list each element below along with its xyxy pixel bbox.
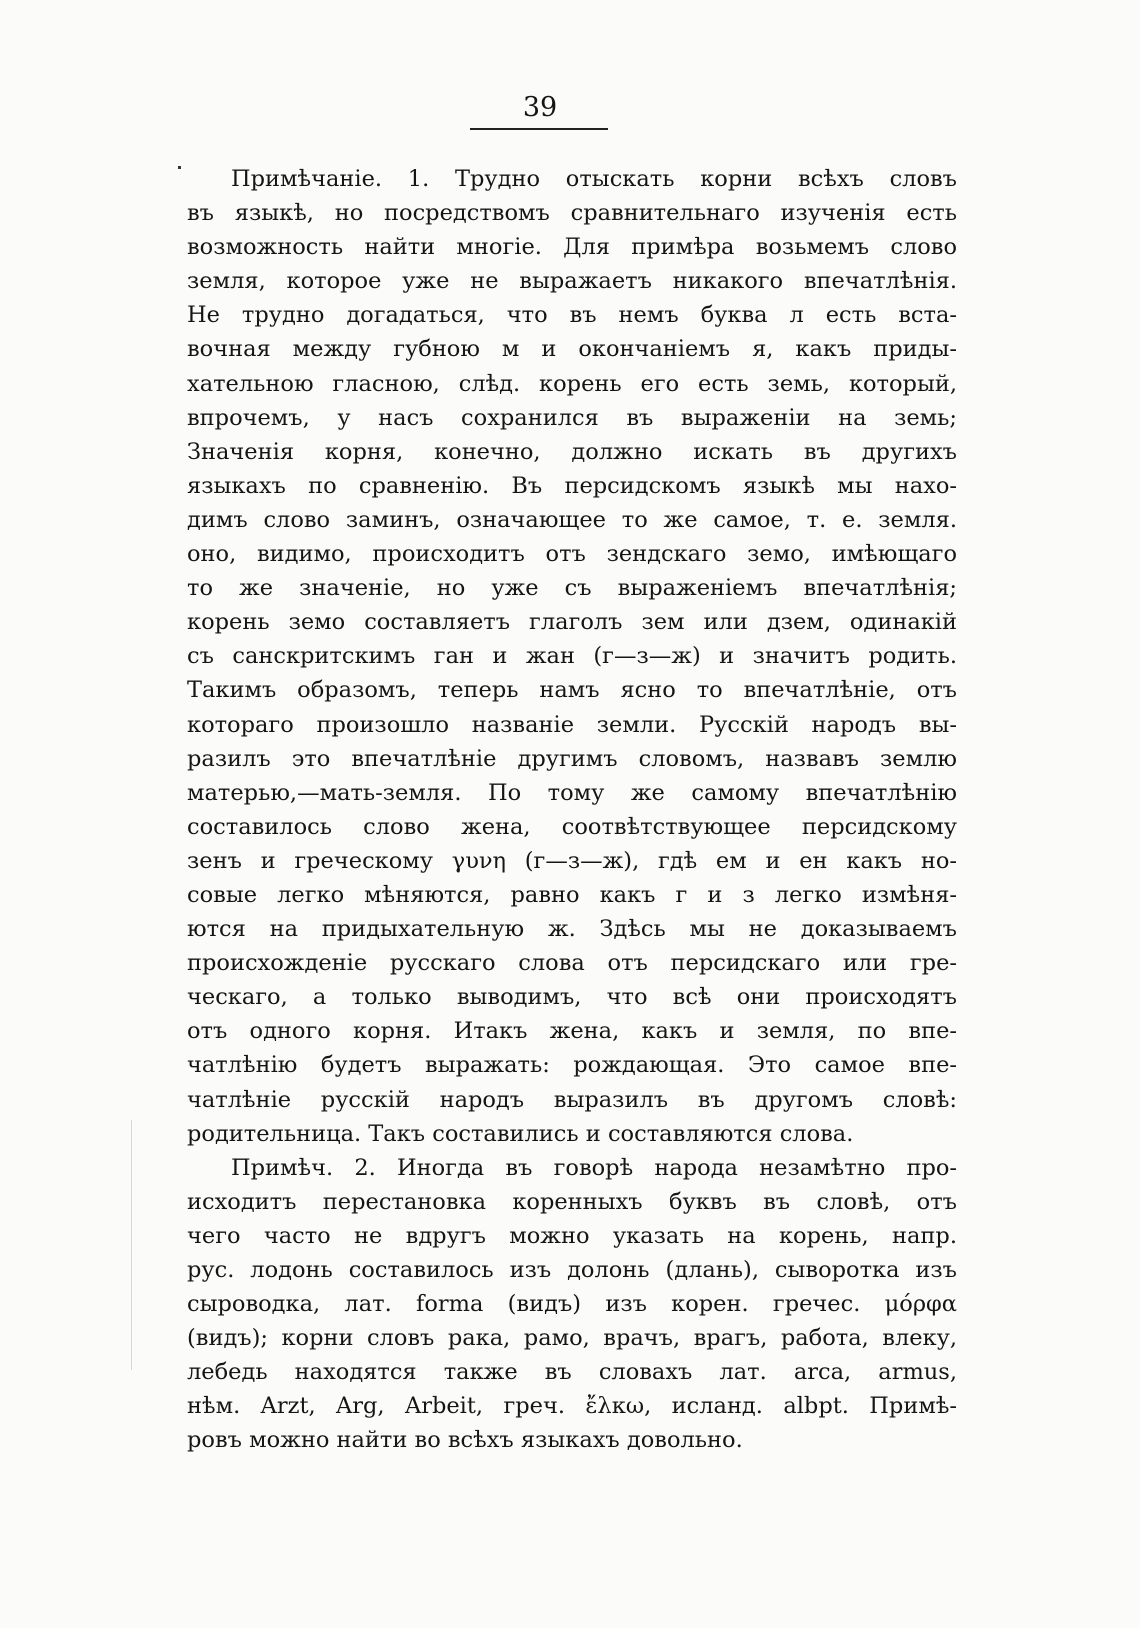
text-line: Примѣч. 2. Иногда въ говорѣ народа незамѣтно про- (231, 1154, 957, 1181)
text-line: языкахъ по сравненію. Въ персидскомъ языкѣ мы нахо- (187, 472, 957, 499)
text-line: корень земо составляетъ глаголъ зем или дзем, одинакій (187, 609, 957, 636)
text-line: ются на придыхательную ж. Здѣсь мы не доказываемъ (187, 916, 957, 943)
text-line: совые легко мѣняются, равно какъ г и з легко измѣня- (187, 881, 957, 908)
text-line: разилъ это впечатлѣніе другимъ словомъ, назвавъ землю (187, 745, 957, 772)
text-line: димъ слово заминъ, означающее то же самое, т. е. земля. (187, 506, 957, 533)
text-line: составилось слово жена, соотвѣтствующее персидскому (187, 813, 957, 840)
page-number-rule (470, 128, 608, 130)
text-line: Такимъ образомъ, теперь намъ ясно то впечатлѣніе, отъ (187, 677, 957, 704)
text-line: чатлѣніе русскій народъ выразилъ въ другомъ словѣ: (187, 1086, 957, 1113)
text-line: вочная между губною м и окончаніемъ я, какъ приды- (187, 336, 957, 363)
text-line: ческаго, а только выводимъ, что всѣ они происходятъ (187, 984, 957, 1011)
text-line: Значенія корня, конечно, должно искать въ другихъ (187, 438, 957, 465)
text-line: нѣм. Arzt, Arg, Arbeit, греч. ἔλκω, исланд. albpt. Примѣ- (187, 1393, 957, 1420)
text-line: родительница. Такъ составились и составляются слова. (187, 1120, 854, 1147)
text-line: (видъ); корни словъ рака, рамо, врачъ, врагъ, работа, влеку, (187, 1325, 957, 1352)
text-line: матерью,—мать-земля. По тому же самому впечатлѣнію (187, 779, 957, 806)
text-line: рус. лодонь составилось изъ долонь (длань), сыворотка изъ (187, 1257, 957, 1283)
text-line: впрочемъ, у насъ сохранился въ выраженіи на земь; (187, 404, 957, 431)
text-line: возможность найти многіе. Для примѣра возьмемъ слово (187, 234, 957, 261)
text-line: котораго произошло названіе земли. Русскій народъ вы- (187, 711, 957, 738)
text-line: лебедь находятся также въ словахъ лат. arca, armus, (187, 1359, 957, 1386)
text-line: чатлѣнію будетъ выражать: рождающая. Это самое впе- (187, 1052, 957, 1079)
text-line: съ санскритскимъ ган и жан (г—з—ж) и значитъ родить. (187, 643, 957, 670)
text-line: зенъ и греческому γυνη (г—з—ж), гдѣ ем и ен какъ но- (187, 847, 957, 874)
page-edge-shadow (131, 1120, 132, 1370)
text-line: происхожденіе русскаго слова отъ персидскаго или гре- (187, 950, 957, 977)
text-line: Не трудно догадаться, что въ немъ буква л есть вста- (187, 302, 957, 329)
text-line: исходитъ перестановка коренныхъ буквъ въ словѣ, отъ (187, 1188, 957, 1215)
text-line: земля, которое уже не выражаетъ никакого впечатлѣнія. (187, 268, 957, 295)
text-line: Примѣчаніе. 1. Трудно отыскать корни всѣхъ словъ (231, 166, 957, 192)
body-text (187, 162, 957, 1458)
text-line: оно, видимо, происходитъ отъ зендскаго земо, имѣющаго (187, 541, 957, 568)
margin-speck (178, 166, 181, 169)
text-line: хательною гласною, слѣд. корень его есть земь, который, (187, 370, 957, 397)
text-line: чего часто не вдругъ можно указать на корень, напр. (187, 1222, 957, 1249)
text-line: ровъ можно найти во всѣхъ языкахъ довольно. (187, 1427, 743, 1454)
text-line: сыроводка, лат. forma (видъ) изъ корен. гречес. μόρφα (187, 1291, 957, 1318)
page-number: 39 (522, 92, 558, 123)
text-line: то же значеніе, но уже съ выраженіемъ впечатлѣнія; (187, 575, 957, 602)
text-line: отъ одного корня. Итакъ жена, какъ и земля, по впе- (187, 1018, 957, 1045)
text-line: въ языкѣ, но посредствомъ сравнительнаго изученія есть (187, 200, 957, 227)
